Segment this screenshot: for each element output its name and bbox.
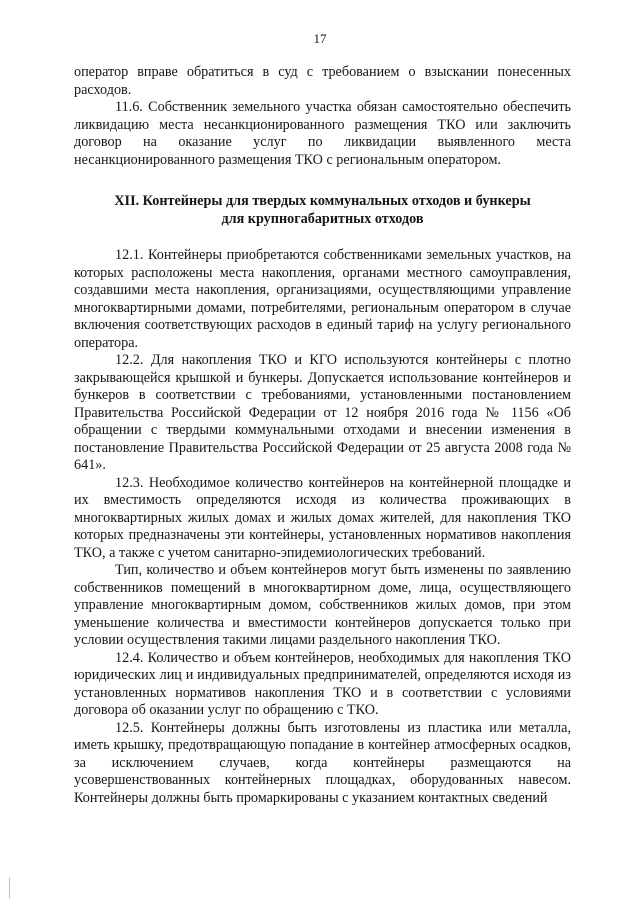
paragraph-12-4: 12.4. Количество и объем контейнеров, необходимых для накопления ТКО юридических лиц и индивидуальных предпринимателей, определяются исходя из установленных нормативов накопления ТКО и в соответствии с условиями договора об оказании услуг по обращению с ТКО. xyxy=(74,649,571,718)
paragraph-11-6: 11.6. Собственник земельного участка обязан самостоятельно обеспечить ликвидацию места несанкционированного размещения ТКО или заключить договор на оказание услуг по ликвидации выявленного места несанкционированного размещения ТКО с региональным оператором. xyxy=(74,99,571,168)
paragraph-12-3-continued: Тип, количество и объем контейнеров могут быть изменены по заявлению собственников помещений в многоквартирном доме, лица, осуществляющего управление многоквартирным домом, собственников жилых домов, при этом уменьшение количества и вместимости контейнеров допускается только при условии осуществления такими лицами раздельного накопления ТКО. xyxy=(74,562,571,648)
section-heading-line-1: XII. Контейнеры для твердых коммунальных отходов и бункеры xyxy=(114,193,531,209)
paragraph-continuation: оператор вправе обратиться в суд с требованием о взыскании понесенных расходов. xyxy=(74,64,571,98)
scan-margin-mark xyxy=(9,878,10,898)
document-body xyxy=(74,64,571,807)
paragraph-12-1: 12.1. Контейнеры приобретаются собственниками земельных участков, на которых расположены места накопления, органами местного самоуправления, создавшими места накопления, организациями, осуществляющими управление многоквартирными домами, потребителями, региональным оператором в случае включения соответствующих расходов в единый тариф на услугу регионального оператора. xyxy=(74,247,571,351)
paragraph-12-3: 12.3. Необходимое количество контейнеров на контейнерной площадке и их вместимость определяются исходя из количества проживающих в многоквартирных жилых домах и жилых домах жителей, для накопления ТКО которых предназначены эти контейнеры, установленных нормативов накопления ТКО, а также с учетом санитарно-эпидемиологических требований. xyxy=(74,474,571,561)
paragraph-12-2: 12.2. Для накопления ТКО и КГО используются контейнеры с плотно закрывающейся крышкой и бункеры. Допускается использование контейнеров и бункеров в соответствии с требованиями, установленными постановлением Правительства Российской Федерации от 12 ноября 2016 года № 1156 «Об обращении с твердыми коммунальными отходами и внесении изменения в постановление Правительства Российской Федерации от 25 августа 2008 года № 641». xyxy=(74,352,571,473)
section-heading-line-2: для крупногабаритных отходов xyxy=(221,210,424,227)
page-number: 17 xyxy=(313,31,327,46)
section-heading-xii xyxy=(74,193,571,228)
paragraph-12-5: 12.5. Контейнеры должны быть изготовлены из пластика или металла, иметь крышку, предотвращающую попадание в контейнер атмосферных осадков, за исключением случаев, когда контейнеры размещаются на усовершенствованных контейнерных площадках, оборудованных навесом. Контейнеры должны быть промаркированы с указанием контактных сведений xyxy=(74,719,571,806)
